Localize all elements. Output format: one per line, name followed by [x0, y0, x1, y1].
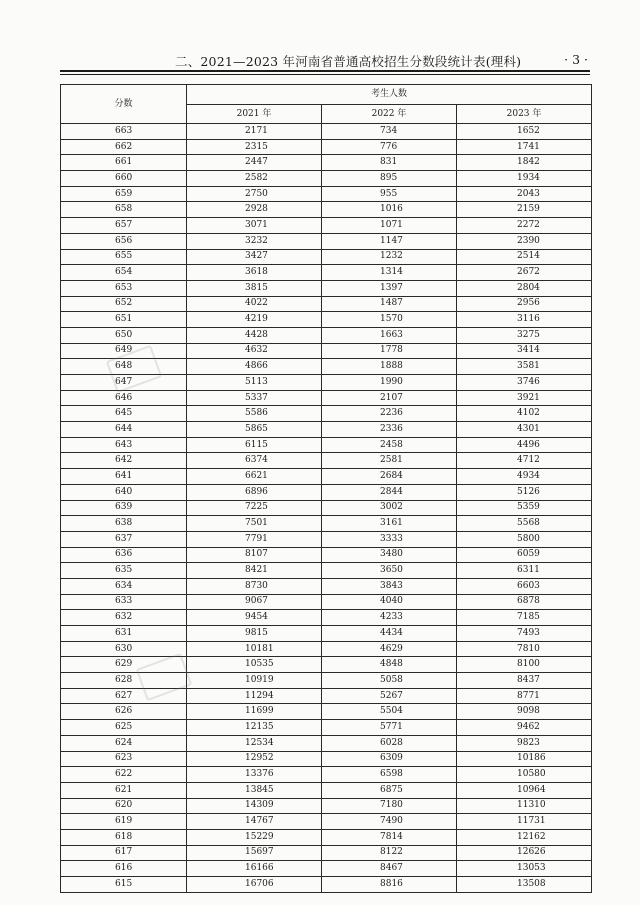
count-2021-cell: 15697: [187, 845, 322, 861]
table-row: [61, 751, 592, 767]
count-2022-cell: 6875: [322, 782, 457, 798]
header-rule-thin: [60, 74, 590, 75]
score-cell: 629: [61, 657, 187, 673]
count-2023-cell: 12626: [457, 845, 592, 861]
count-2023-cell: 4102: [457, 406, 592, 422]
count-2023-cell: 5359: [457, 500, 592, 516]
count-2021-cell: 9815: [187, 626, 322, 642]
count-2021-cell: 3618: [187, 265, 322, 281]
count-2021-cell: 3232: [187, 233, 322, 249]
count-2022-cell: 1570: [322, 312, 457, 328]
score-cell: 647: [61, 375, 187, 391]
count-2022-cell: 4434: [322, 626, 457, 642]
table-row: [61, 688, 592, 704]
count-2021-cell: 6115: [187, 437, 322, 453]
score-cell: 641: [61, 469, 187, 485]
table-row: [61, 375, 592, 391]
count-2022-cell: 2684: [322, 469, 457, 485]
count-2022-cell: 3650: [322, 563, 457, 579]
table-row: [61, 171, 592, 187]
count-2021-cell: 13376: [187, 767, 322, 783]
score-cell: 640: [61, 484, 187, 500]
count-2022-cell: 6028: [322, 735, 457, 751]
count-2021-cell: 14309: [187, 798, 322, 814]
count-2022-cell: 831: [322, 155, 457, 171]
score-cell: 638: [61, 516, 187, 532]
year-header-2021: 2021 年: [187, 105, 322, 124]
count-2023-cell: 9823: [457, 735, 592, 751]
table-row: [61, 202, 592, 218]
score-cell: 620: [61, 798, 187, 814]
count-2023-cell: 6603: [457, 578, 592, 594]
count-2022-cell: 776: [322, 139, 457, 155]
count-2021-cell: 9067: [187, 594, 322, 610]
count-2022-cell: 895: [322, 171, 457, 187]
count-2022-cell: 5267: [322, 688, 457, 704]
table-row: [61, 610, 592, 626]
count-2022-cell: 4848: [322, 657, 457, 673]
count-2023-cell: 3116: [457, 312, 592, 328]
count-2022-cell: 1778: [322, 343, 457, 359]
count-2023-cell: 3581: [457, 359, 592, 375]
count-2022-cell: 8122: [322, 845, 457, 861]
count-2021-cell: 6374: [187, 453, 322, 469]
count-2023-cell: 6311: [457, 563, 592, 579]
count-2022-cell: 2458: [322, 437, 457, 453]
table-row: [61, 406, 592, 422]
score-cell: 625: [61, 720, 187, 736]
count-2022-cell: 7814: [322, 829, 457, 845]
count-2022-cell: 734: [322, 124, 457, 140]
count-2021-cell: 8730: [187, 578, 322, 594]
count-2023-cell: 10964: [457, 782, 592, 798]
candidate-count-header: 考生人数: [187, 85, 592, 105]
count-2023-cell: 2159: [457, 202, 592, 218]
count-2022-cell: 2581: [322, 453, 457, 469]
table-row: [61, 437, 592, 453]
table-row: [61, 453, 592, 469]
score-cell: 616: [61, 861, 187, 877]
score-cell: 617: [61, 845, 187, 861]
table-row: [61, 531, 592, 547]
table-row: [61, 735, 592, 751]
table-row: [61, 594, 592, 610]
count-2023-cell: 1741: [457, 139, 592, 155]
page-header: [60, 50, 590, 70]
count-2021-cell: 14767: [187, 814, 322, 830]
count-2021-cell: 2447: [187, 155, 322, 171]
count-2023-cell: 4496: [457, 437, 592, 453]
count-2022-cell: 2107: [322, 390, 457, 406]
count-2021-cell: 10919: [187, 673, 322, 689]
table-row: [61, 563, 592, 579]
table-row: [61, 845, 592, 861]
table-row: [61, 139, 592, 155]
count-2023-cell: 3275: [457, 327, 592, 343]
score-cell: 630: [61, 641, 187, 657]
score-cell: 658: [61, 202, 187, 218]
count-2021-cell: 10181: [187, 641, 322, 657]
count-2022-cell: 1147: [322, 233, 457, 249]
table-row: [61, 547, 592, 563]
count-2023-cell: 11731: [457, 814, 592, 830]
table-row: [61, 814, 592, 830]
table-row: [61, 516, 592, 532]
count-2021-cell: 3427: [187, 249, 322, 265]
count-2021-cell: 4632: [187, 343, 322, 359]
count-2022-cell: 5504: [322, 704, 457, 720]
count-2023-cell: 9462: [457, 720, 592, 736]
count-2022-cell: 1232: [322, 249, 457, 265]
table-row: [61, 280, 592, 296]
count-2021-cell: 16166: [187, 861, 322, 877]
count-2022-cell: 6598: [322, 767, 457, 783]
count-2023-cell: 1934: [457, 171, 592, 187]
score-cell: 623: [61, 751, 187, 767]
score-cell: 632: [61, 610, 187, 626]
score-cell: 635: [61, 563, 187, 579]
score-cell: 624: [61, 735, 187, 751]
count-2021-cell: 12952: [187, 751, 322, 767]
count-2023-cell: 10580: [457, 767, 592, 783]
table-row: [61, 312, 592, 328]
table-row: [61, 626, 592, 642]
count-2023-cell: 7810: [457, 641, 592, 657]
table-row: [61, 657, 592, 673]
count-2022-cell: 4040: [322, 594, 457, 610]
count-2021-cell: 4428: [187, 327, 322, 343]
count-2023-cell: 4934: [457, 469, 592, 485]
count-2022-cell: 7180: [322, 798, 457, 814]
count-2021-cell: 2928: [187, 202, 322, 218]
score-cell: 626: [61, 704, 187, 720]
table-row: [61, 390, 592, 406]
score-cell: 639: [61, 500, 187, 516]
table-row: [61, 500, 592, 516]
count-2023-cell: 6878: [457, 594, 592, 610]
count-2021-cell: 11294: [187, 688, 322, 704]
score-cell: 636: [61, 547, 187, 563]
count-2023-cell: 2514: [457, 249, 592, 265]
count-2021-cell: 11699: [187, 704, 322, 720]
score-cell: 633: [61, 594, 187, 610]
score-cell: 649: [61, 343, 187, 359]
count-2023-cell: 4301: [457, 422, 592, 438]
score-distribution-table: [60, 84, 592, 893]
count-2022-cell: 1397: [322, 280, 457, 296]
count-2023-cell: 10186: [457, 751, 592, 767]
count-2023-cell: 7493: [457, 626, 592, 642]
table-row: [61, 578, 592, 594]
table-row: [61, 641, 592, 657]
count-2023-cell: 2390: [457, 233, 592, 249]
score-cell: 660: [61, 171, 187, 187]
count-2023-cell: 2672: [457, 265, 592, 281]
header-rule-thick: [60, 70, 590, 72]
year-header-2022: 2022 年: [322, 105, 457, 124]
count-2023-cell: 9098: [457, 704, 592, 720]
score-cell: 657: [61, 218, 187, 234]
count-2021-cell: 5865: [187, 422, 322, 438]
count-2021-cell: 12135: [187, 720, 322, 736]
count-2022-cell: 8816: [322, 877, 457, 893]
page-number: · 3 ·: [564, 52, 588, 67]
count-2023-cell: 5126: [457, 484, 592, 500]
table-row: [61, 877, 592, 893]
count-2023-cell: 8100: [457, 657, 592, 673]
count-2021-cell: 13845: [187, 782, 322, 798]
score-cell: 648: [61, 359, 187, 375]
score-cell: 652: [61, 296, 187, 312]
table-row: [61, 704, 592, 720]
score-cell: 653: [61, 280, 187, 296]
count-2022-cell: 3161: [322, 516, 457, 532]
count-2021-cell: 9454: [187, 610, 322, 626]
count-2023-cell: 13053: [457, 861, 592, 877]
count-2023-cell: 2956: [457, 296, 592, 312]
count-2023-cell: 13508: [457, 877, 592, 893]
table-row: [61, 484, 592, 500]
count-2022-cell: 8467: [322, 861, 457, 877]
count-2023-cell: 4712: [457, 453, 592, 469]
count-2021-cell: 7501: [187, 516, 322, 532]
table-row: [61, 296, 592, 312]
count-2021-cell: 2171: [187, 124, 322, 140]
score-cell: 642: [61, 453, 187, 469]
count-2021-cell: 5337: [187, 390, 322, 406]
count-2021-cell: 2315: [187, 139, 322, 155]
table-row: [61, 218, 592, 234]
count-2023-cell: 3746: [457, 375, 592, 391]
count-2022-cell: 1888: [322, 359, 457, 375]
count-2021-cell: 7225: [187, 500, 322, 516]
score-cell: 615: [61, 877, 187, 893]
count-2022-cell: 1314: [322, 265, 457, 281]
table-row: [61, 782, 592, 798]
table-row: [61, 469, 592, 485]
score-cell: 663: [61, 124, 187, 140]
count-2021-cell: 8421: [187, 563, 322, 579]
table-row: [61, 327, 592, 343]
count-2021-cell: 2750: [187, 186, 322, 202]
count-2021-cell: 5113: [187, 375, 322, 391]
page-title: 二、2021—2023 年河南省普通高校招生分数段统计表(理科): [175, 54, 522, 69]
count-2021-cell: 4866: [187, 359, 322, 375]
table-row: [61, 249, 592, 265]
count-2022-cell: 6309: [322, 751, 457, 767]
score-cell: 655: [61, 249, 187, 265]
count-2023-cell: 6059: [457, 547, 592, 563]
table-row: [61, 359, 592, 375]
score-cell: 654: [61, 265, 187, 281]
table-row: [61, 155, 592, 171]
count-2022-cell: 4629: [322, 641, 457, 657]
score-cell: 619: [61, 814, 187, 830]
score-cell: 651: [61, 312, 187, 328]
score-cell: 662: [61, 139, 187, 155]
count-2021-cell: 10535: [187, 657, 322, 673]
count-2022-cell: 4233: [322, 610, 457, 626]
score-cell: 661: [61, 155, 187, 171]
count-2022-cell: 1016: [322, 202, 457, 218]
score-cell: 628: [61, 673, 187, 689]
count-2021-cell: 6621: [187, 469, 322, 485]
table-row: [61, 798, 592, 814]
score-cell: 622: [61, 767, 187, 783]
score-cell: 646: [61, 390, 187, 406]
count-2022-cell: 2844: [322, 484, 457, 500]
score-cell: 618: [61, 829, 187, 845]
count-2022-cell: 1487: [322, 296, 457, 312]
count-2023-cell: 2043: [457, 186, 592, 202]
count-2022-cell: 3843: [322, 578, 457, 594]
score-cell: 656: [61, 233, 187, 249]
count-2023-cell: 5800: [457, 531, 592, 547]
score-cell: 621: [61, 782, 187, 798]
count-2022-cell: 2336: [322, 422, 457, 438]
count-2021-cell: 16706: [187, 877, 322, 893]
table-row: [61, 343, 592, 359]
table-body: [61, 124, 592, 893]
table-row: [61, 767, 592, 783]
count-2023-cell: 1842: [457, 155, 592, 171]
count-2023-cell: 12162: [457, 829, 592, 845]
count-2022-cell: 3002: [322, 500, 457, 516]
count-2022-cell: 3333: [322, 531, 457, 547]
table-row: [61, 422, 592, 438]
count-2022-cell: 955: [322, 186, 457, 202]
count-2023-cell: 5568: [457, 516, 592, 532]
count-2022-cell: 7490: [322, 814, 457, 830]
count-2022-cell: 5771: [322, 720, 457, 736]
table-row: [61, 829, 592, 845]
table-row: [61, 186, 592, 202]
score-cell: 643: [61, 437, 187, 453]
table-row: [61, 861, 592, 877]
score-column-header: 分数: [61, 85, 187, 124]
count-2022-cell: 2236: [322, 406, 457, 422]
count-2021-cell: 4022: [187, 296, 322, 312]
count-2023-cell: 3414: [457, 343, 592, 359]
count-2021-cell: 7791: [187, 531, 322, 547]
table-row: [61, 233, 592, 249]
score-cell: 627: [61, 688, 187, 704]
count-2021-cell: 4219: [187, 312, 322, 328]
count-2021-cell: 5586: [187, 406, 322, 422]
table-row: [61, 673, 592, 689]
score-cell: 631: [61, 626, 187, 642]
count-2021-cell: 15229: [187, 829, 322, 845]
table-row: [61, 720, 592, 736]
year-header-2023: 2023 年: [457, 105, 592, 124]
count-2023-cell: 1652: [457, 124, 592, 140]
count-2022-cell: 1663: [322, 327, 457, 343]
count-2021-cell: 12534: [187, 735, 322, 751]
count-2023-cell: 2272: [457, 218, 592, 234]
count-2021-cell: 2582: [187, 171, 322, 187]
score-cell: 644: [61, 422, 187, 438]
count-2022-cell: 1990: [322, 375, 457, 391]
table-row: [61, 124, 592, 140]
count-2023-cell: 2804: [457, 280, 592, 296]
count-2023-cell: 7185: [457, 610, 592, 626]
count-2021-cell: 6896: [187, 484, 322, 500]
score-cell: 650: [61, 327, 187, 343]
count-2022-cell: 5058: [322, 673, 457, 689]
score-cell: 637: [61, 531, 187, 547]
count-2022-cell: 1071: [322, 218, 457, 234]
score-cell: 659: [61, 186, 187, 202]
count-2021-cell: 3815: [187, 280, 322, 296]
table-row: [61, 265, 592, 281]
count-2023-cell: 8437: [457, 673, 592, 689]
score-cell: 645: [61, 406, 187, 422]
count-2021-cell: 8107: [187, 547, 322, 563]
count-2023-cell: 3921: [457, 390, 592, 406]
count-2022-cell: 3480: [322, 547, 457, 563]
score-cell: 634: [61, 578, 187, 594]
count-2023-cell: 11310: [457, 798, 592, 814]
count-2023-cell: 8771: [457, 688, 592, 704]
count-2021-cell: 3071: [187, 218, 322, 234]
